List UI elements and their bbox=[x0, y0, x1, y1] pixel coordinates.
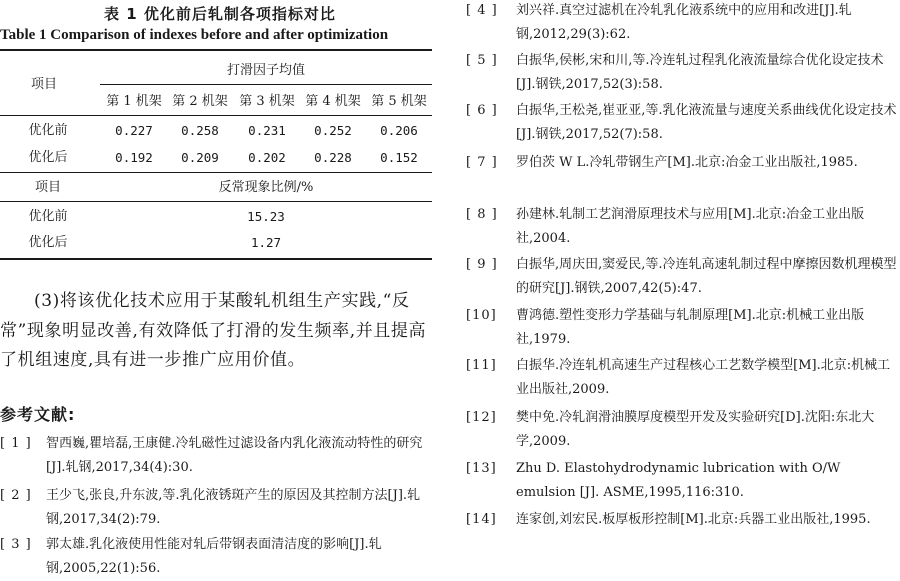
reference-text: 王少飞,张良,升东波,等.乳化液锈斑产生的原因及其控制方法[J].轧钢,2017,34(2):79. bbox=[46, 488, 421, 527]
table-cell: 0.228 bbox=[314, 150, 352, 165]
left-column bbox=[0, 0, 440, 578]
reference-index: [ 8 ] bbox=[466, 207, 498, 222]
table-cell: 0.202 bbox=[248, 150, 286, 165]
reference-text: 罗伯茨 W L.冷轧带钢生产[M].北京:冶金工业出版社,1985. bbox=[516, 155, 858, 170]
table-stand-header: 第 2 机架 bbox=[172, 94, 228, 109]
reference-text: 白振华,侯彬,宋和川,等.冷连轧过程乳化液流量综合优化设定技术[J].钢铁,2017,52(3):58. bbox=[516, 53, 884, 92]
table-row-header: 项目 bbox=[34, 180, 62, 195]
reference-text: 曹鸿德.塑性变形力学基础与轧制原理[M].北京:机械工业出版社,1979. bbox=[516, 308, 865, 347]
reference-text: 连家创,刘宏民.板厚板形控制[M].北京:兵器工业出版社,1995. bbox=[516, 512, 871, 527]
table-cell: 0.209 bbox=[181, 150, 219, 165]
table-cell: 0.152 bbox=[380, 150, 418, 165]
table-cell: 15.23 bbox=[247, 209, 285, 224]
reference-text: 樊中免.冷轧润滑油膜厚度模型开发及实验研究[D].沈阳:东北大学,2009. bbox=[516, 410, 875, 449]
reference-index: [ 3 ] bbox=[0, 537, 32, 552]
table-cell: 0.206 bbox=[380, 123, 418, 138]
table-stand-header: 第 5 机架 bbox=[371, 94, 427, 109]
table-group1-header: 打滑因子均值 bbox=[226, 63, 306, 78]
right-column bbox=[466, 0, 900, 578]
table-top-rule bbox=[0, 49, 432, 51]
table-cell: 0.227 bbox=[115, 123, 153, 138]
table-cell: 0.252 bbox=[314, 123, 352, 138]
table-row-label: 优化后 bbox=[28, 150, 68, 165]
table-cell: 1.27 bbox=[250, 235, 282, 250]
body-paragraph: (3)将该优化技术应用于某酸轧机组生产实践,“反常”现象明显改善,有效降低了打滑的发生频率,并且提高了机组速度,具有进一步推广应用价值。 bbox=[0, 291, 427, 370]
table-row-label: 优化后 bbox=[28, 235, 68, 250]
reference-index: [ 2 ] bbox=[0, 488, 32, 503]
reference-index: [ 5 ] bbox=[466, 53, 498, 68]
table-sub-rule bbox=[100, 84, 432, 85]
reference-text: 白振华,王松尧,崔亚亚,等.乳化液流量与速度关系曲线优化设定技术[J].钢铁,2017,52(7):58. bbox=[516, 103, 897, 142]
table-group2-header: 反常现象比例/% bbox=[218, 180, 314, 195]
table-row-label: 优化前 bbox=[28, 209, 68, 224]
reference-text: 智西巍,瞿培磊,王康健.冷轧磁性过滤设备内乳化液流动特性的研究[J].轧钢,2017,34(4):30. bbox=[46, 436, 423, 475]
table-mid-rule bbox=[0, 172, 432, 173]
reference-text: 白振华,周庆田,窦爱民,等.冷连轧高速轧制过程中摩擦因数机理模型的研究[J].钢铁,2007,42(5):47. bbox=[516, 257, 897, 296]
table-bottom-rule bbox=[0, 258, 432, 260]
reference-text: 郭太雄.乳化液使用性能对轧后带钢表面清洁度的影响[J].轧钢,2005,22(1):56. bbox=[46, 537, 382, 576]
table-stand-header: 第 4 机架 bbox=[305, 94, 361, 109]
reference-index: [13] bbox=[466, 461, 497, 476]
reference-index: [10] bbox=[466, 308, 497, 323]
reference-text: 白振华.冷连轧机高速生产过程核心工艺数学模型[M].北京:机械工业出版社,2009. bbox=[516, 358, 891, 397]
table-caption-cn: 表 1 优化前后轧制各项指标对比 bbox=[104, 5, 336, 23]
reference-index: [14] bbox=[466, 512, 497, 527]
reference-text: 孙建林.轧制工艺润滑原理技术与应用[M].北京:冶金工业出版社,2004. bbox=[516, 207, 865, 246]
reference-index: [11] bbox=[466, 358, 497, 373]
table-cell: 0.192 bbox=[115, 150, 153, 165]
reference-index: [ 7 ] bbox=[466, 155, 498, 170]
reference-text: Zhu D. Elastohydrodynamic lubrication with O/W emulsion [J]. ASME,1995,116:310. bbox=[516, 461, 841, 500]
reference-index: [ 6 ] bbox=[466, 103, 498, 118]
table-caption-en: Table 1 Comparison of indexes before and after optimization bbox=[0, 27, 389, 43]
table-row-header: 项目 bbox=[30, 77, 58, 92]
table-cell: 0.231 bbox=[248, 123, 286, 138]
table-group2-rule bbox=[0, 201, 432, 202]
table-row-label: 优化前 bbox=[28, 123, 68, 138]
reference-text: 刘兴祥.真空过滤机在冷轧乳化液系统中的应用和改进[J].轧钢,2012,29(3):62. bbox=[516, 3, 852, 42]
reference-index: [ 4 ] bbox=[466, 3, 498, 18]
table-header-rule bbox=[0, 115, 432, 116]
reference-index: [ 1 ] bbox=[0, 436, 32, 451]
reference-index: [12] bbox=[466, 410, 497, 425]
reference-index: [ 9 ] bbox=[466, 257, 498, 272]
table-stand-header: 第 3 机架 bbox=[239, 94, 295, 109]
references-heading: 参考文献: bbox=[0, 405, 76, 424]
table-stand-header: 第 1 机架 bbox=[106, 94, 162, 109]
table-cell: 0.258 bbox=[181, 123, 219, 138]
